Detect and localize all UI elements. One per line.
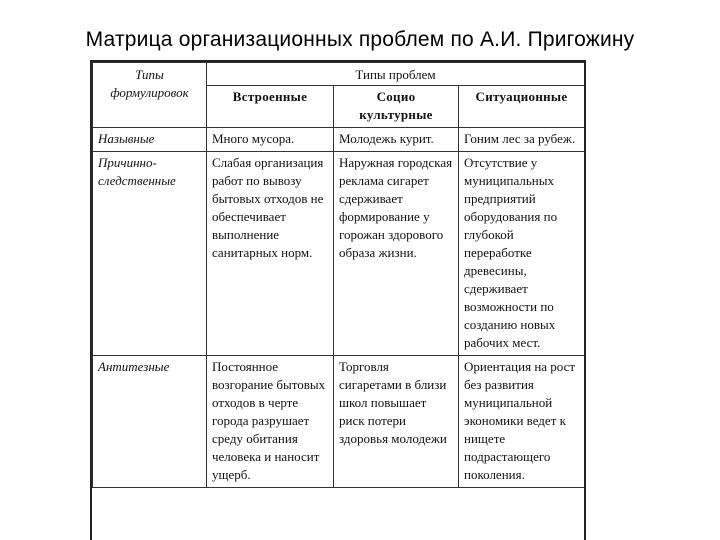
slide-title: Матрица организационных проблем по А.И. Пригожину <box>85 28 635 51</box>
row-label-causal: Причинно-следственные <box>93 152 207 356</box>
column-header-built-in: Встроенные <box>207 86 334 128</box>
table-row <box>93 128 585 152</box>
table-cell: Ориентация на рост без развития муниципальной экономики ведет к нищете подрастающего поколения. <box>459 356 585 488</box>
matrix-grid <box>92 62 585 488</box>
table-cell: Постоянное возгорание бытовых отходов в черте города разрушает среду обитания человека и наносит ущерб. <box>207 356 334 488</box>
table-cell: Отсутствие у муниципальных предприятий оборудования по глубокой переработке древесины, сдерживает возможности по созданию новых рабочих мест. <box>459 152 585 356</box>
row-label-nominal: Назывные <box>93 128 207 152</box>
table-row <box>93 356 585 488</box>
table-cell: Молодежь курит. <box>334 128 459 152</box>
problem-matrix-table <box>90 60 586 540</box>
column-header-situational: Ситуационные <box>459 86 585 128</box>
table-cell: Много мусора. <box>207 128 334 152</box>
types-header: Типы проблем <box>207 63 585 86</box>
table-row <box>93 152 585 356</box>
row-label-antithetic: Антитезные <box>93 356 207 488</box>
table-cell: Гоним лес за рубеж. <box>459 128 585 152</box>
types-header-row <box>93 63 585 86</box>
corner-label: Типы формулировок <box>93 63 207 128</box>
column-header-socio-cultural: Социо культурные <box>334 86 459 128</box>
table-cell: Наружная городская реклама сигарет сдерживает формирование у горожан здорового образа жизни. <box>334 152 459 356</box>
table-cell: Торговля сигаретами в близи школ повышает риск потери здоровья молодежи <box>334 356 459 488</box>
table-cell: Слабая организация работ по вывозу бытовых отходов не обеспечивает выполнение санитарных норм. <box>207 152 334 356</box>
